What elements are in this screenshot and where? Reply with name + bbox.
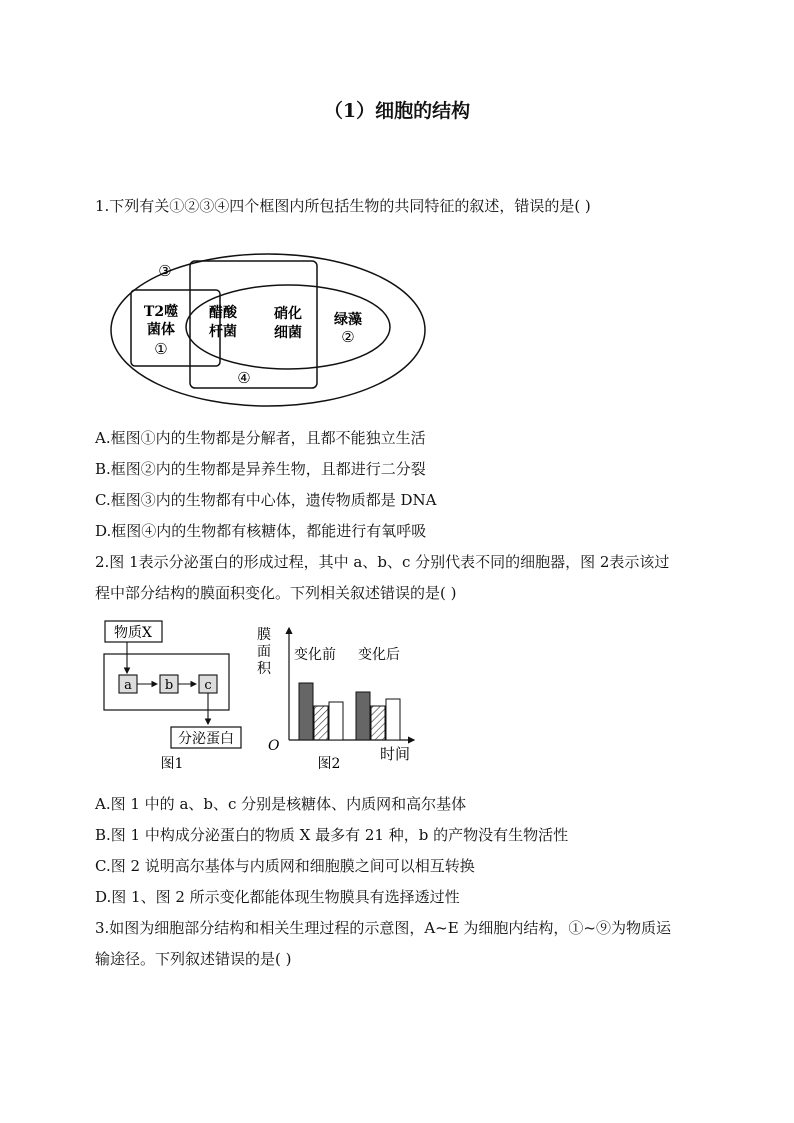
question-2-stem-line-1: 2.图 1表示分泌蛋白的形成过程，其中 a、b、c 分别代表不同的细胞器，图 2表示该过 [95,553,670,571]
question-2-option-c: C.图 2 说明高尔基体与内质网和细胞膜之间可以相互转换 [95,857,475,875]
page-title: （1）细胞的结构 [323,100,471,122]
figure-2-caption: 图2 [317,756,341,772]
bar-g1-hatched [314,706,328,740]
question-3-stem-line-1: 3.如图为细胞部分结构和相关生理过程的示意图，A~E 为细胞内结构，①~⑨为物质运 [95,919,672,937]
label-frame-1: ① [154,340,168,358]
acetic-bacteria-label-1: 醋酸 [209,305,237,321]
origin-label: O [268,738,280,754]
organelle-a-label: a [124,678,132,693]
label-frame-4: ④ [237,369,251,387]
nitrifying-bacteria-label-2: 细菌 [274,325,302,341]
x-axis-label: 时间 [380,745,411,763]
bar-g2-hatched [371,706,385,740]
legend-before: 变化前 [294,647,336,663]
question-2-option-b: B.图 1 中构成分泌蛋白的物质 X 最多有 21 种，b 的产物没有生物活性 [95,826,569,844]
substance-x-label: 物质X [114,625,152,641]
bar-g2-dark [356,692,370,740]
y-axis-label-3: 积 [257,661,271,677]
y-axis-label-1: 膜 [257,627,271,643]
organelle-c-label: c [204,678,212,693]
nitrifying-bacteria-label-1: 硝化 [274,306,302,322]
question-1-stem: 1.下列有关①②③④四个框图内所包括生物的共同特征的叙述，错误的是( ) [95,197,591,215]
bar-g1-white [329,702,343,740]
figure-1-flow-diagram [100,616,250,776]
question-2-option-a: A.图 1 中的 a、b、c 分别是核糖体、内质网和高尔基体 [95,795,467,813]
t2-phage-label-1: T2噬 [143,304,179,320]
label-frame-2: ② [341,328,355,346]
figure-1-caption: 图1 [160,756,184,772]
y-axis-label-2: 面 [257,644,271,660]
green-algae-label: 绿藻 [334,312,362,328]
question-1-option-c: C.框图③内的生物都有中心体，遗传物质都是 DNA [95,491,437,509]
question-2-option-d: D.图 1、图 2 所示变化都能体现生物膜具有选择透过性 [95,888,460,906]
legend-after: 变化后 [358,647,400,663]
question-1-option-b: B.框图②内的生物都是异养生物，且都进行二分裂 [95,460,426,478]
bar-g2-white [386,699,400,740]
t2-phage-label-2: 菌体 [147,322,175,338]
figure-2-bar-chart [252,622,422,772]
question-1-option-d: D.框图④内的生物都有核糖体，都能进行有氧呼吸 [95,522,427,540]
acetic-bacteria-label-2: 杆菌 [209,324,237,340]
question-3-stem-line-2: 输途径。下列叙述错误的是( ) [95,950,292,968]
secretory-protein-label: 分泌蛋白 [178,731,234,747]
organelle-b-label: b [164,678,174,693]
label-frame-3: ③ [158,262,172,280]
bar-g1-dark [299,683,313,740]
venn-diagram [105,250,435,410]
question-2-stem-line-2: 程中部分结构的膜面积变化。下列相关叙述错误的是( ) [95,584,457,602]
question-1-option-a: A.框图①内的生物都是分解者，且都不能独立生活 [95,429,426,447]
